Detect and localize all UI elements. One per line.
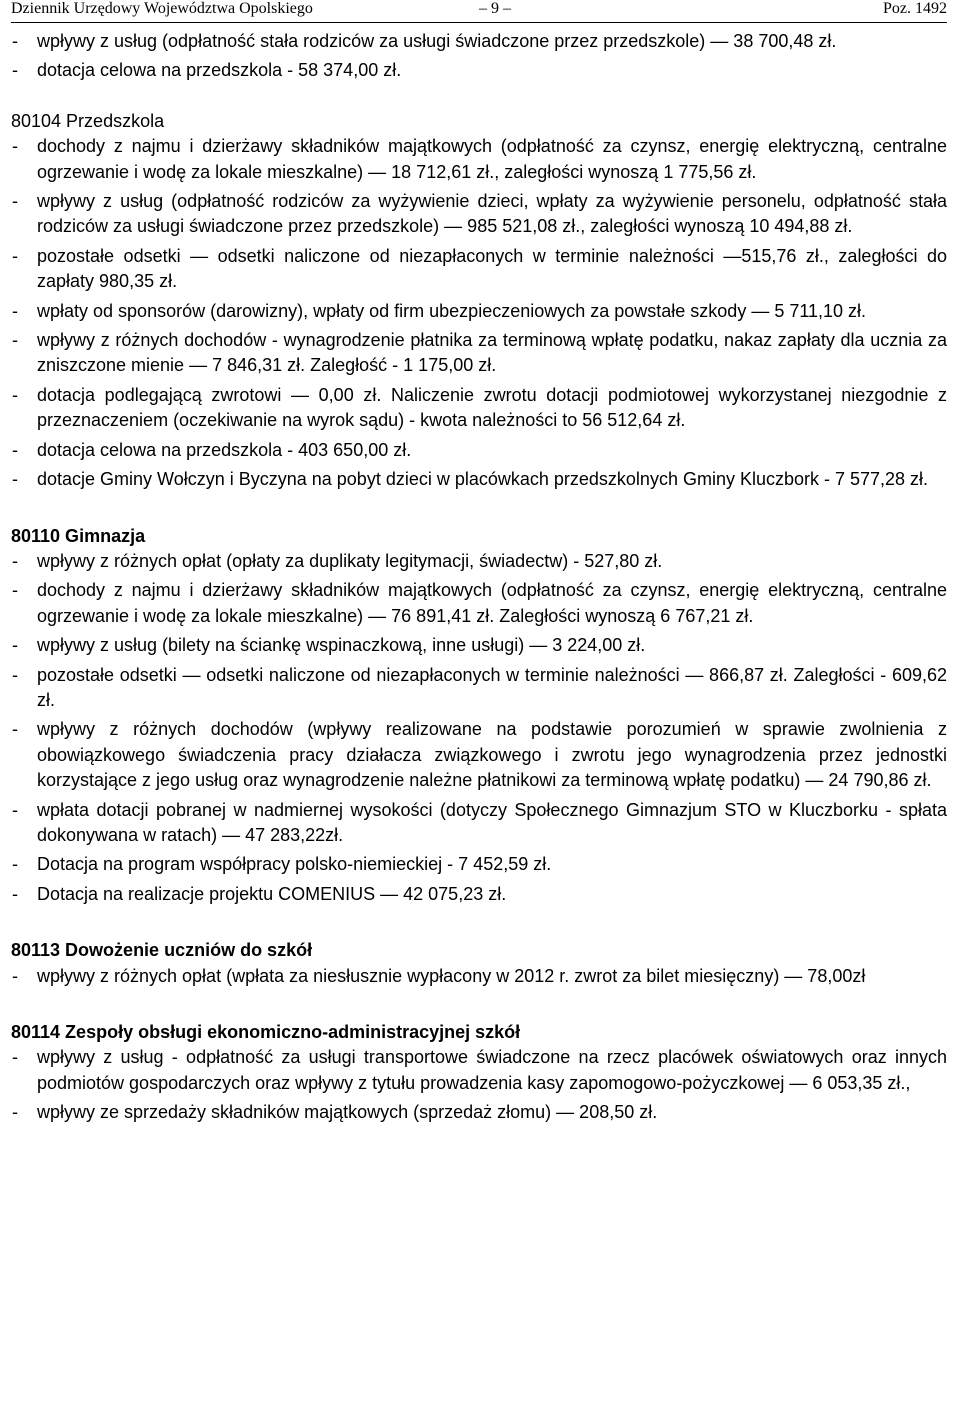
list-item: - wpływy z różnych opłat (opłaty za duplikaty legitymacji, świadectw) - 527,80 zł.	[11, 549, 947, 574]
spacer	[11, 993, 947, 1020]
section-list-80110	[11, 549, 947, 907]
list-item: - wpływy z usług (odpłatność stała rodziców za usługi świadczone przez przedszkole) — 38 700,48 zł.	[11, 29, 947, 54]
list-item: - Dotacja na realizacje projektu COMENIUS — 42 075,23 zł.	[11, 882, 947, 907]
section-list-80104	[11, 134, 947, 492]
spacer	[11, 497, 947, 524]
page-header	[11, 0, 947, 23]
header-journal-title: Dziennik Urzędowy Województwa Opolskiego	[11, 0, 313, 17]
section-list-80113	[11, 964, 947, 989]
spacer	[11, 88, 947, 109]
section-title-80113: 80113 Dowożenie uczniów do szkół	[11, 940, 313, 961]
intro-list	[11, 29, 947, 84]
list-item: - wpływy z usług - odpłatność za usługi transportowe świadczone na rzecz placówek oświatowych oraz innych podmiotów gospodarczych oraz wpływy z tytułu prowadzenia kasy zapomogowo-pożyczkowej — 6 053,35 zł.,	[11, 1045, 947, 1096]
header-page-number: – 9 –	[479, 0, 511, 17]
list-item: - dotacja celowa na przedszkola - 58 374,00 zł.	[11, 58, 947, 83]
list-item: - wpływy z usług (odpłatność rodziców za wyżywienie dzieci, wpłaty za wyżywienie personelu, odpłatność stała rodziców za usługi świadczone przez przedszkole) — 985 521,08 zł., zaległości wynoszą 10 494,88 zł.	[11, 189, 947, 240]
list-item: - pozostałe odsetki — odsetki naliczone od niezapłaconych w terminie należności —515,76 zł., zaległości do zapłaty 980,35 zł.	[11, 244, 947, 295]
list-item: - dotacja celowa na przedszkola - 403 650,00 zł.	[11, 438, 947, 463]
section-title-80114: 80114 Zespoły obsługi ekonomiczno-administracyjnej szkół	[11, 1022, 521, 1042]
spacer	[11, 911, 947, 938]
section-list-80114	[11, 1045, 947, 1125]
list-item: - wpływy z usług (bilety na ściankę wspinaczkową, inne usługi) — 3 224,00 zł.	[11, 633, 947, 658]
list-item: - dochody z najmu i dzierżawy składników majątkowych (odpłatność za czynsz, energię elektryczną, centralne ogrzewanie i wodę za lokale mieszkalne) — 76 891,41 zł. Zaległości wynoszą 6 767,21 zł.	[11, 578, 947, 629]
list-item: - wpływy z różnych dochodów (wpływy realizowane na podstawie porozumień w sprawie zwolnienia z obowiązkowego świadczenia pracy działacza związkowego i zwrotu jego wynagrodzenia przez jednostki korzystające z jego usług oraz wynagrodzenie należne płatnikowi za terminową wpłatę podatku) — 24 790,86 zł.	[11, 717, 947, 793]
list-item: - dochody z najmu i dzierżawy składników majątkowych (odpłatność za czynsz, energię elektryczną, centralne ogrzewanie i wodę za lokale mieszkalne) — 18 712,61 zł., zaległości wynoszą 1 775,56 zł.	[11, 134, 947, 185]
list-item: - wpływy z różnych dochodów - wynagrodzenie płatnika za terminową wpłatę podatku, nakaz zapłaty dla ucznia za zniszczone mienie — 7 846,31 zł. Zaległość - 1 175,00 zł.	[11, 328, 947, 379]
list-item: - wpływy ze sprzedaży składników majątkowych (sprzedaż złomu) — 208,50 zł.	[11, 1100, 947, 1125]
list-item: - pozostałe odsetki — odsetki naliczone od niezapłaconych w terminie należności — 866,87 zł. Zaległości - 609,62 zł.	[11, 663, 947, 714]
list-item: - wpłaty od sponsorów (darowizny), wpłaty od firm ubezpieczeniowych za powstałe szkody — 5 711,10 zł.	[11, 299, 947, 324]
section-title-80110: 80110 Gimnazja	[11, 525, 146, 546]
list-item: - dotacje Gminy Wołczyn i Byczyna na pobyt dzieci w placówkach przedszkolnych Gminy Kluczbork - 7 577,28 zł.	[11, 467, 947, 492]
list-item: - Dotacja na program współpracy polsko-niemieckiej - 7 452,59 zł.	[11, 852, 947, 877]
list-item: - wpłata dotacji pobranej w nadmiernej wysokości (dotyczy Społecznego Gimnazjum STO w Kluczborku - spłata dokonywana w ratach) — 47 283,22zł.	[11, 798, 947, 849]
list-item: - dotacja podlegającą zwrotowi — 0,00 zł. Naliczenie zwrotu dotacji podmiotowej wykorzystanej niezgodnie z przeznaczeniem (oczekiwanie na wyrok sądu) - kwota należności to 56 512,64 zł.	[11, 383, 947, 434]
header-position-number: Poz. 1492	[883, 0, 947, 17]
list-item: - wpływy z różnych opłat (wpłata za niesłusznie wypłacony w 2012 r. zwrot za bilet miesięczny) — 78,00zł	[11, 964, 947, 989]
section-title-80104: 80104 Przedszkola	[11, 110, 165, 131]
